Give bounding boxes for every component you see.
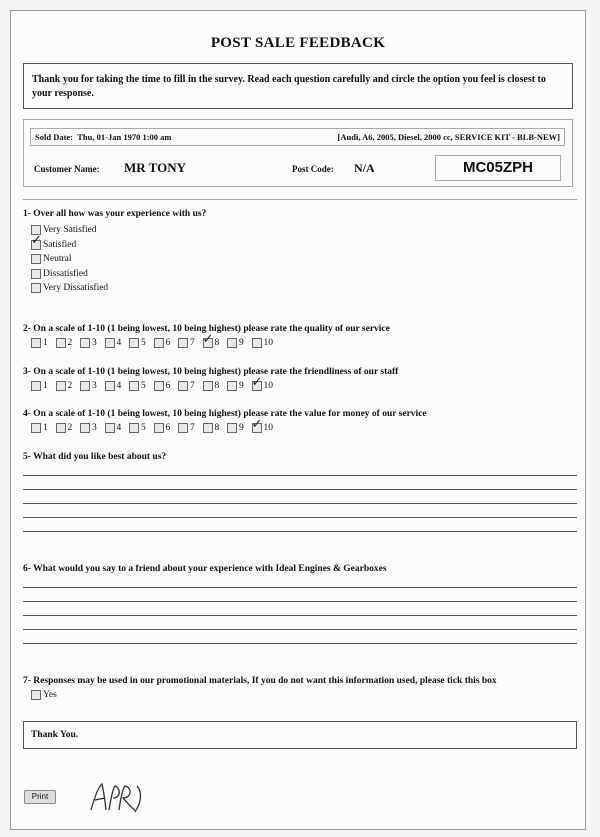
q2-rating-checkbox[interactable]	[227, 338, 237, 348]
answer-line[interactable]	[23, 531, 577, 532]
q4-rating-checkbox[interactable]	[105, 423, 115, 433]
question-7: 7- Responses may be used in our promotional materials, If you do not want this information used, please tick this box	[23, 676, 497, 686]
q1-checkbox[interactable]	[31, 283, 41, 293]
answer-line[interactable]	[23, 587, 577, 588]
answer-line[interactable]	[23, 503, 577, 504]
answer-line[interactable]	[23, 643, 577, 644]
q2-rating-checkbox[interactable]	[252, 338, 262, 348]
sold-date	[35, 129, 171, 145]
answer-line[interactable]	[23, 601, 577, 602]
rating-label: 2	[67, 338, 73, 348]
q3-rating-checkbox[interactable]	[203, 381, 213, 391]
q4-rating-option[interactable]	[56, 423, 81, 433]
q4-rating-checkbox[interactable]	[80, 423, 90, 433]
consent-checkbox[interactable]	[31, 690, 41, 700]
customer-value: MR TONY	[124, 160, 186, 175]
q3-rating-checkbox[interactable]	[154, 381, 164, 391]
q2-rating-option[interactable]	[154, 338, 179, 348]
q2-rating-option[interactable]	[129, 338, 154, 348]
q1-option[interactable]	[31, 281, 108, 296]
q3-rating-option[interactable]	[105, 381, 130, 391]
rating-label: 3	[92, 381, 97, 391]
q3-rating-checkbox[interactable]	[31, 381, 41, 391]
rating-label: 6	[165, 423, 171, 433]
q4-rating-option[interactable]	[178, 423, 203, 433]
answer-line[interactable]	[23, 475, 577, 476]
rating-label: 5	[141, 338, 146, 348]
q2-rating-checkbox[interactable]	[129, 338, 139, 348]
q2-rating-option[interactable]	[105, 338, 130, 348]
rating-label: 4	[116, 338, 122, 348]
sold-date-label: Sold Date:	[35, 132, 74, 142]
consent-option[interactable]	[31, 688, 57, 703]
q4-rating-checkbox[interactable]	[227, 423, 237, 433]
q1-checkbox[interactable]	[31, 254, 41, 264]
answer-line[interactable]	[23, 629, 577, 630]
rating-label: 7	[190, 381, 195, 391]
q3-rating-checkbox[interactable]	[56, 381, 66, 391]
question-4-scale	[31, 423, 276, 433]
q4-rating-checkbox[interactable]	[56, 423, 66, 433]
answer-line[interactable]	[23, 489, 577, 490]
q3-rating-option[interactable]	[80, 381, 105, 391]
q2-rating-checkbox[interactable]	[80, 338, 90, 348]
q4-rating-checkbox[interactable]	[203, 423, 213, 433]
question-5: 5- What did you like best about us?	[23, 452, 167, 462]
print-button[interactable]: Print	[24, 790, 56, 804]
q4-rating-checkbox[interactable]	[252, 423, 262, 433]
rating-label: 6	[165, 338, 171, 348]
rating-label: 3	[92, 338, 97, 348]
rating-label: 9	[239, 381, 244, 391]
q3-rating-option[interactable]	[203, 381, 228, 391]
q3-rating-option[interactable]	[252, 381, 277, 391]
q4-rating-checkbox[interactable]	[154, 423, 164, 433]
q2-rating-checkbox[interactable]	[203, 338, 213, 348]
q2-rating-checkbox[interactable]	[105, 338, 115, 348]
registration-field: MC05ZPH	[435, 155, 561, 181]
q2-rating-option[interactable]	[80, 338, 105, 348]
q1-option-label: Dissatisfied	[43, 268, 88, 279]
question-6: 6- What would you say to a friend about your experience with Ideal Engines & Gearboxes	[23, 564, 387, 574]
rating-label: 1	[43, 338, 48, 348]
rating-label: 10	[263, 338, 273, 348]
q4-rating-option[interactable]	[227, 423, 252, 433]
postcode-value: N/A	[354, 161, 375, 175]
q2-rating-checkbox[interactable]	[31, 338, 41, 348]
sale-info-box	[23, 119, 573, 187]
question-4: 4- On a scale of 1-10 (1 being lowest, 10 being highest) please rate the value for money of our service	[23, 409, 427, 419]
q3-rating-checkbox[interactable]	[227, 381, 237, 391]
q2-rating-option[interactable]	[227, 338, 252, 348]
q3-rating-option[interactable]	[129, 381, 154, 391]
vehicle-info: [Audi, A6, 2005, Diesel, 2000 cc, SERVICE KIT - BLB-NEW]	[337, 132, 560, 142]
intro-box: Thank you for taking the time to fill in the survey. Read each question carefully and circle the option you feel is closest to your response.	[23, 63, 573, 109]
rating-label: 1	[43, 381, 48, 391]
consent-label: Yes	[43, 690, 57, 700]
feedback-sheet	[10, 10, 586, 830]
rating-label: 2	[67, 381, 73, 391]
q4-rating-option[interactable]	[252, 423, 277, 433]
divider	[23, 199, 577, 200]
q3-rating-checkbox[interactable]	[105, 381, 115, 391]
q2-rating-checkbox[interactable]	[56, 338, 66, 348]
q4-rating-option[interactable]	[154, 423, 179, 433]
rating-label: 8	[214, 381, 220, 391]
q3-rating-checkbox[interactable]	[129, 381, 139, 391]
q4-rating-checkbox[interactable]	[129, 423, 139, 433]
q3-rating-option[interactable]	[154, 381, 179, 391]
q1-checkbox[interactable]	[31, 240, 41, 250]
thank-you-box: Thank You.	[23, 721, 577, 749]
rating-label: 2	[67, 423, 73, 433]
q3-rating-option[interactable]	[178, 381, 203, 391]
question-1: 1- Over all how was your experience with us?	[23, 209, 207, 219]
q1-option[interactable]	[31, 267, 108, 282]
rating-label: 10	[263, 381, 273, 391]
rating-label: 9	[239, 338, 244, 348]
rating-label: 8	[214, 423, 220, 433]
q3-rating-option[interactable]	[227, 381, 252, 391]
q1-checkbox[interactable]	[31, 269, 41, 279]
rating-label: 10	[263, 423, 273, 433]
rating-label: 9	[239, 423, 244, 433]
q4-rating-option[interactable]	[105, 423, 130, 433]
q2-rating-checkbox[interactable]	[178, 338, 188, 348]
q3-rating-option[interactable]	[31, 381, 56, 391]
q1-option[interactable]	[31, 252, 108, 267]
question-2-scale	[31, 338, 276, 348]
q1-option-label: Very Dissatisfied	[43, 283, 109, 293]
q4-rating-checkbox[interactable]	[178, 423, 188, 433]
q3-rating-checkbox[interactable]	[80, 381, 90, 391]
q3-rating-checkbox[interactable]	[252, 381, 262, 391]
q2-rating-option[interactable]	[252, 338, 277, 348]
q1-option[interactable]	[31, 238, 108, 253]
q2-rating-option[interactable]	[56, 338, 81, 348]
q1-option-label: Neutral	[43, 254, 72, 264]
q2-rating-option[interactable]	[178, 338, 203, 348]
question-1-options	[31, 223, 108, 296]
rating-label: 6	[165, 381, 171, 391]
customer-label: Customer Name:	[34, 164, 100, 174]
answer-line[interactable]	[23, 517, 577, 518]
answer-line[interactable]	[23, 615, 577, 616]
question-2: 2- On a scale of 1-10 (1 being lowest, 10 being highest) please rate the quality of our service	[23, 324, 390, 334]
sold-date-value: Thu, 01-Jan 1970 1:00 am	[77, 132, 172, 142]
rating-label: 5	[141, 381, 146, 391]
question-3-scale	[31, 381, 276, 391]
rating-label: 3	[92, 423, 97, 433]
q3-rating-checkbox[interactable]	[178, 381, 188, 391]
q1-option-label: Satisfied	[43, 239, 77, 250]
q4-rating-option[interactable]	[203, 423, 228, 433]
q4-rating-option[interactable]	[31, 423, 56, 433]
sold-date-row	[30, 128, 565, 146]
signature	[87, 776, 147, 820]
q4-rating-option[interactable]	[80, 423, 105, 433]
rating-label: 4	[116, 381, 122, 391]
rating-label: 5	[141, 423, 146, 433]
rating-label: 7	[190, 338, 195, 348]
q4-rating-checkbox[interactable]	[31, 423, 41, 433]
question-3: 3- On a scale of 1-10 (1 being lowest, 10 being highest) please rate the friendliness of our staff	[23, 367, 399, 377]
q3-rating-option[interactable]	[56, 381, 81, 391]
q1-option[interactable]	[31, 223, 108, 238]
q2-rating-checkbox[interactable]	[154, 338, 164, 348]
rating-label: 1	[43, 423, 48, 433]
rating-label: 8	[214, 338, 220, 348]
rating-label: 7	[190, 423, 195, 433]
postcode-label: Post Code:	[292, 164, 334, 174]
page-title: POST SALE FEEDBACK	[210, 35, 386, 51]
q2-rating-option[interactable]	[203, 338, 228, 348]
rating-label: 4	[116, 423, 122, 433]
customer-row	[30, 152, 565, 182]
q2-rating-option[interactable]	[31, 338, 56, 348]
q1-option-label: Very Satisfied	[43, 225, 97, 235]
q4-rating-option[interactable]	[129, 423, 154, 433]
